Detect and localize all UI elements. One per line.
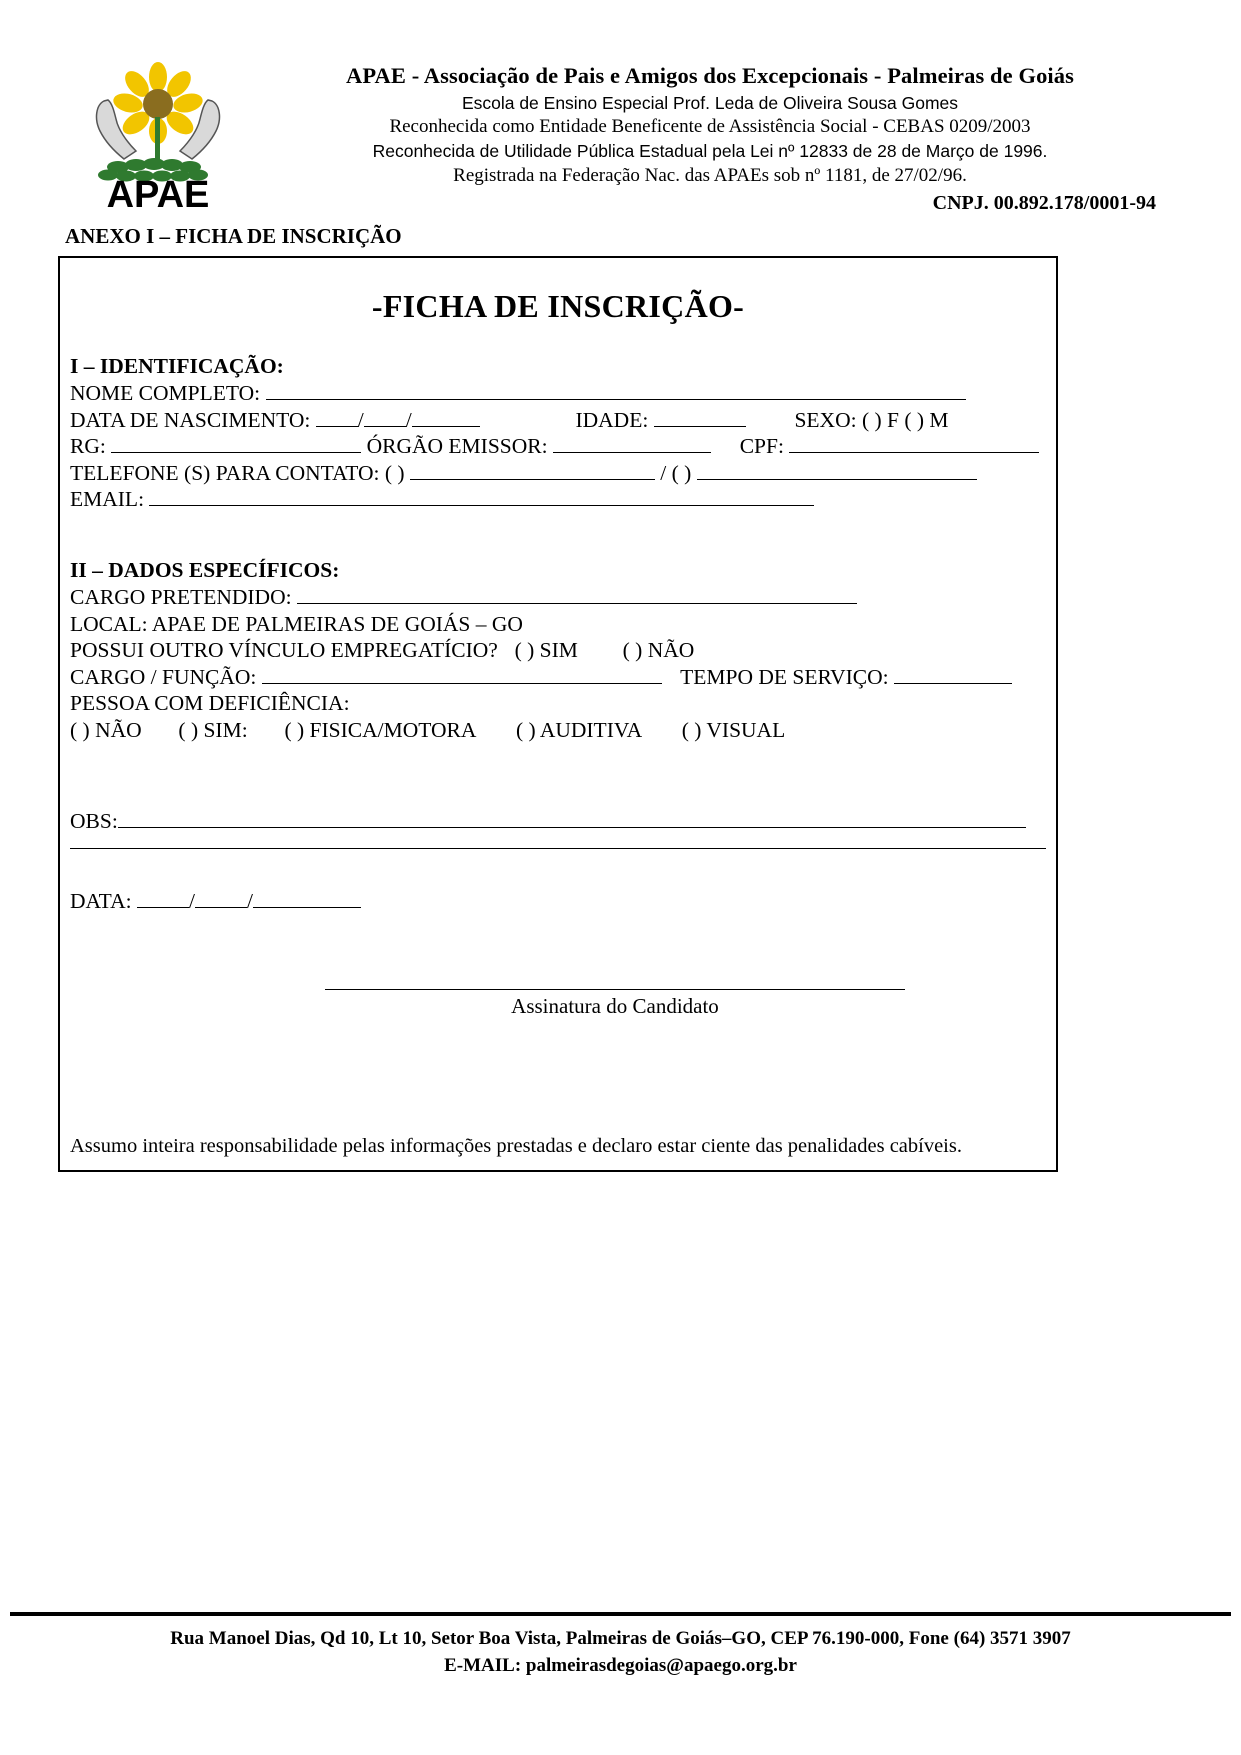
tempo-servico-input[interactable] <box>894 664 1012 684</box>
obs-input-line1[interactable] <box>118 808 1026 828</box>
declaration-text: Assumo inteira responsabilidade pelas informações prestadas e declaro estar ciente das penalidades cabíveis. <box>70 1135 962 1157</box>
org-registration: Registrada na Federação Nac. das APAEs sob nº 1181, de 27/02/96. <box>453 165 967 186</box>
deficiencia-fisica-checkbox[interactable]: ( ) FISICA/MOTORA <box>284 717 476 742</box>
telefone-1-input[interactable] <box>410 460 655 480</box>
sexo-label: SEXO: <box>794 407 857 432</box>
apae-logo <box>78 55 238 210</box>
field-local: LOCAL: APAE DE PALMEIRAS DE GOIÁS – GO <box>70 611 523 636</box>
data-label: DATA: <box>70 889 132 913</box>
orgao-emissor-input[interactable] <box>553 433 711 453</box>
footer-email: E-MAIL: palmeirasdegoias@apaego.org.br <box>444 1655 797 1676</box>
tempo-servico-label: TEMPO DE SERVIÇO: <box>680 664 889 689</box>
data-dia-input[interactable] <box>137 888 189 908</box>
data-row-sep-1: / <box>188 889 195 913</box>
org-cnpj: CNPJ. 00.892.178/0001-94 <box>932 192 1156 214</box>
obs-label: OBS: <box>70 809 118 833</box>
field-obs <box>70 808 1046 849</box>
sexo-feminino-checkbox[interactable]: ( ) F <box>861 407 899 432</box>
field-nome-completo <box>70 380 1046 407</box>
signature-label: Assinatura do Candidato <box>511 994 719 1018</box>
cargo-funcao-label: CARGO / FUNÇÃO: <box>70 664 257 689</box>
page-footer <box>0 1625 1241 1679</box>
data-nascimento-mes[interactable] <box>364 407 406 427</box>
data-row <box>70 888 1046 915</box>
idade-label: IDADE: <box>575 407 649 432</box>
data-mes-input[interactable] <box>195 888 247 908</box>
cpf-label: CPF: <box>739 434 784 458</box>
field-data-row <box>70 888 1046 915</box>
signature-line[interactable] <box>325 989 905 990</box>
section1-heading: I – IDENTIFICAÇÃO: <box>70 354 284 378</box>
field-telefone-row <box>70 460 1046 487</box>
field-email-row <box>70 486 1046 513</box>
data-row-sep-2: / <box>246 889 253 913</box>
field-cargo-pretendido <box>70 584 1046 611</box>
nome-input[interactable] <box>266 380 966 400</box>
telefone-label: TELEFONE (S) PARA CONTATO: ( ) <box>70 460 405 485</box>
deficiencia-sim-checkbox[interactable]: ( ) SIM: <box>178 717 248 742</box>
nome-label: NOME COMPLETO: <box>70 381 261 405</box>
section-identificacao <box>70 354 1046 513</box>
section-dados-especificos <box>70 558 1046 743</box>
registration-form <box>58 256 1058 1172</box>
deficiencia-auditiva-checkbox[interactable]: ( ) AUDITIVA <box>515 717 641 742</box>
idade-input[interactable] <box>654 407 746 427</box>
vinculo-nao-checkbox[interactable]: ( ) NÃO <box>622 638 695 662</box>
email-input[interactable] <box>149 486 814 506</box>
rg-input[interactable] <box>111 433 361 453</box>
deficiencia-visual-checkbox[interactable]: ( ) VISUAL <box>681 717 786 742</box>
organization-info <box>250 63 1170 215</box>
org-recognition-1: Reconhecida como Entidade Beneficente de Assistência Social - CEBAS 0209/2003 <box>389 116 1031 137</box>
deficiencia-nao-checkbox[interactable]: ( ) NÃO <box>70 717 142 742</box>
cargo-pretendido-label: CARGO PRETENDIDO: <box>70 585 292 609</box>
cpf-input[interactable] <box>789 433 1039 453</box>
data-ano-input[interactable] <box>253 888 361 908</box>
field-deficiencia-label: PESSOA COM DEFICIÊNCIA: <box>70 691 350 715</box>
data-nascimento-dia[interactable] <box>316 407 358 427</box>
data-nascimento-ano[interactable] <box>412 407 480 427</box>
page-header <box>0 55 1241 215</box>
data-sep-1: / <box>357 407 364 432</box>
data-sep-2: / <box>405 407 412 432</box>
field-deficiencia-options <box>70 717 1046 744</box>
org-school: Escola de Ensino Especial Prof. Leda de Oliveira Sousa Gomes <box>461 93 959 113</box>
org-name: APAE - Associação de Pais e Amigos dos Excepcionais - Palmeiras de Goiás <box>345 63 1074 88</box>
vinculo-label: POSSUI OUTRO VÍNCULO EMPREGATÍCIO? <box>70 638 498 662</box>
obs-row <box>70 808 1046 835</box>
orgao-emissor-label: ÓRGÃO EMISSOR: <box>366 434 548 458</box>
svg-text:APAE: APAE <box>106 174 210 210</box>
annex-label: ANEXO I – FICHA DE INSCRIÇÃO <box>65 224 402 248</box>
telefone-separator: / ( ) <box>660 460 692 485</box>
telefone-2-input[interactable] <box>697 460 977 480</box>
cargo-funcao-input[interactable] <box>262 664 662 684</box>
sexo-masculino-checkbox[interactable]: ( ) M <box>904 407 949 432</box>
email-label: EMAIL: <box>70 487 145 511</box>
form-title: -FICHA DE INSCRIÇÃO- <box>371 288 745 324</box>
footer-address: Rua Manoel Dias, Qd 10, Lt 10, Setor Boa Vista, Palmeiras de Goiás–GO, CEP 76.190-000, Fone (64) 3571 3907 <box>170 1628 1071 1649</box>
field-data-nascimento-row <box>70 407 1046 434</box>
vinculo-sim-checkbox[interactable]: ( ) SIM <box>514 638 578 662</box>
rg-label: RG: <box>70 434 106 458</box>
data-nascimento-label: DATA DE NASCIMENTO: <box>70 407 311 432</box>
section2-heading: II – DADOS ESPECÍFICOS: <box>70 558 340 582</box>
footer-divider <box>10 1612 1231 1616</box>
org-recognition-2: Reconhecida de Utilidade Pública Estadual pela Lei nº 12833 de 28 de Março de 1996. <box>372 141 1048 161</box>
field-rg-row <box>70 433 1046 460</box>
cargo-pretendido-input[interactable] <box>297 584 857 604</box>
obs-input-line2[interactable] <box>70 848 1046 849</box>
field-cargo-funcao-row <box>70 664 1046 691</box>
field-vinculo-row <box>70 637 1046 664</box>
